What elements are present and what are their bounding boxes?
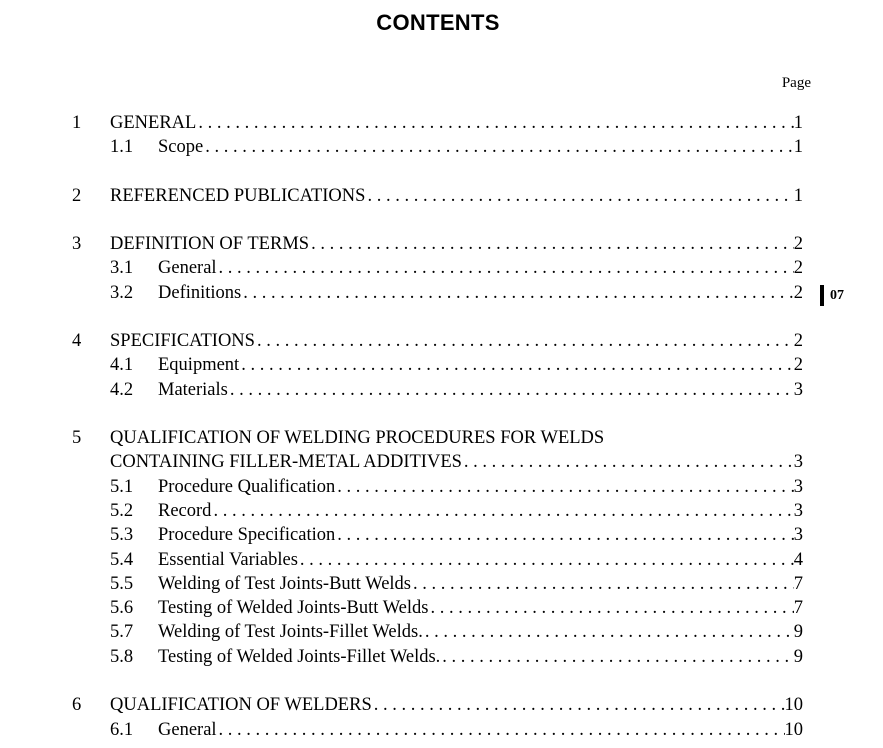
subsection-title: General [158,258,217,278]
toc-entry-line [110,232,803,256]
subsection-title: Scope [158,137,204,157]
toc-entry-line [158,281,803,305]
toc-entry-section [72,693,803,717]
toc-entry-subsection [110,620,803,644]
dot-leader [219,256,794,280]
subsection-number: 5.5 [110,574,134,594]
toc-entry-section [72,329,803,353]
subsection-number: 5.7 [110,622,134,642]
toc-entry-subsection [110,718,803,742]
toc-entry-subsection [110,645,803,669]
page-number: 2 [793,258,803,278]
subsection-title: Procedure Specification [158,525,336,545]
subsection-number: 5.4 [110,550,134,570]
page-title: CONTENTS [376,10,500,35]
toc-entry-line [158,378,803,402]
toc-entry-section [72,426,803,450]
subsection-number: 3.1 [110,258,134,278]
toc-entry-line [110,450,803,474]
dot-leader [337,523,794,547]
page-number: 3 [793,477,803,497]
dot-leader [430,596,793,620]
subsection-title: Definitions [158,283,242,303]
toc-entry-line [158,548,803,572]
toc-entry-line [158,135,803,159]
toc-entry-subsection [110,548,803,572]
page-number: 2 [793,355,803,375]
section-number: 2 [72,186,82,206]
dot-leader [219,718,785,742]
section-title: SPECIFICATIONS [110,331,255,351]
toc-entry-subsection [110,378,803,402]
toc-entry-line [110,184,803,208]
toc-entry-line [158,475,803,499]
page-number: 3 [793,501,803,521]
section-number: 3 [72,234,82,254]
page-number: 3 [793,452,803,472]
toc-entry-line [158,620,803,644]
subsection-number: 5.6 [110,598,134,618]
page-number: 7 [793,574,803,594]
page-number: 3 [793,380,803,400]
subsection-number: 6.1 [110,720,134,740]
page-number: 2 [793,234,803,254]
section-title: QUALIFICATION OF WELDERS [110,695,372,715]
page-number: 3 [793,525,803,545]
page-number: 10 [784,695,803,715]
dot-leader [374,693,785,717]
dot-leader [464,450,794,474]
subsection-number: 5.8 [110,647,134,667]
subsection-title: Procedure Qualification [158,477,336,497]
toc-entry-subsection [110,572,803,596]
subsection-title: Welding of Test Joints-Butt Welds [158,574,412,594]
section-number: 1 [72,113,82,133]
section-title: QUALIFICATION OF WELDING PROCEDURES FOR WELDS [110,428,605,448]
dot-leader [442,645,793,669]
page-number: 10 [784,720,803,740]
toc-entry-section [72,232,803,256]
subsection-title: Testing of Welded Joints-Fillet Welds. [158,647,441,667]
page-number: 4 [793,550,803,570]
toc-entry-subsection [110,475,803,499]
page-number: 7 [793,598,803,618]
toc-entry-section-continued [110,450,803,474]
revision-change-bar [820,285,824,306]
subsection-title: Equipment [158,355,240,375]
subsection-number: 4.2 [110,380,134,400]
toc-entry-section [72,111,803,135]
dot-leader [425,620,794,644]
toc-entry-line [158,499,803,523]
dot-leader [205,135,794,159]
dot-leader [337,475,794,499]
subsection-title: General [158,720,217,740]
page-number: 9 [793,647,803,667]
toc-entry-line [110,111,803,135]
subsection-number: 5.1 [110,477,134,497]
subsection-title: Materials [158,380,228,400]
subsection-number: 1.1 [110,137,134,157]
toc-entry-line [158,523,803,547]
toc-entry-subsection [110,596,803,620]
subsection-title: Testing of Welded Joints-Butt Welds [158,598,429,618]
subsection-title: Welding of Test Joints-Fillet Welds. [158,622,423,642]
toc-entry-subsection [110,135,803,159]
toc-entry-subsection [110,523,803,547]
page-number: 2 [793,283,803,303]
toc-entry-section [72,184,803,208]
dot-leader [243,281,794,305]
subsection-title: Record [158,501,212,521]
toc-entry-line [158,256,803,280]
dot-leader [300,548,794,572]
page-number: 1 [793,186,803,206]
toc-entry-line [110,693,803,717]
toc-entry-subsection [110,256,803,280]
dot-leader [230,378,794,402]
page-number: 9 [793,622,803,642]
subsection-number: 4.1 [110,355,134,375]
section-number: 4 [72,331,82,351]
toc-entry-line [158,596,803,620]
section-number: 6 [72,695,82,715]
page-number: 2 [793,331,803,351]
section-number: 5 [72,428,82,448]
toc-entry-subsection [110,281,803,305]
dot-leader [413,572,794,596]
toc-entry-line [158,645,803,669]
subsection-number: 5.2 [110,501,134,521]
dot-leader [257,329,794,353]
page-number: 1 [793,137,803,157]
section-title-continued: CONTAINING FILLER-METAL ADDITIVES [110,452,462,472]
page-number: 1 [793,113,803,133]
dot-leader [367,184,793,208]
dot-leader [198,111,793,135]
toc-entry-line [110,426,803,450]
toc-entry-subsection [110,499,803,523]
toc-entry-subsection [110,353,803,377]
toc-entry-line [158,572,803,596]
toc-entry-line [110,329,803,353]
toc-entry-line [158,353,803,377]
subsection-number: 5.3 [110,525,134,545]
subsection-number: 3.2 [110,283,134,303]
dot-leader [241,353,794,377]
page-column-label: Page [781,75,811,91]
section-title: GENERAL [110,113,197,133]
dot-leader [213,499,793,523]
section-title: REFERENCED PUBLICATIONS [110,186,366,206]
section-title: DEFINITION OF TERMS [110,234,310,254]
subsection-title: Essential Variables [158,550,298,570]
toc-entry-line [158,718,803,742]
dot-leader [311,232,794,256]
revision-marker: 07 [830,288,844,303]
